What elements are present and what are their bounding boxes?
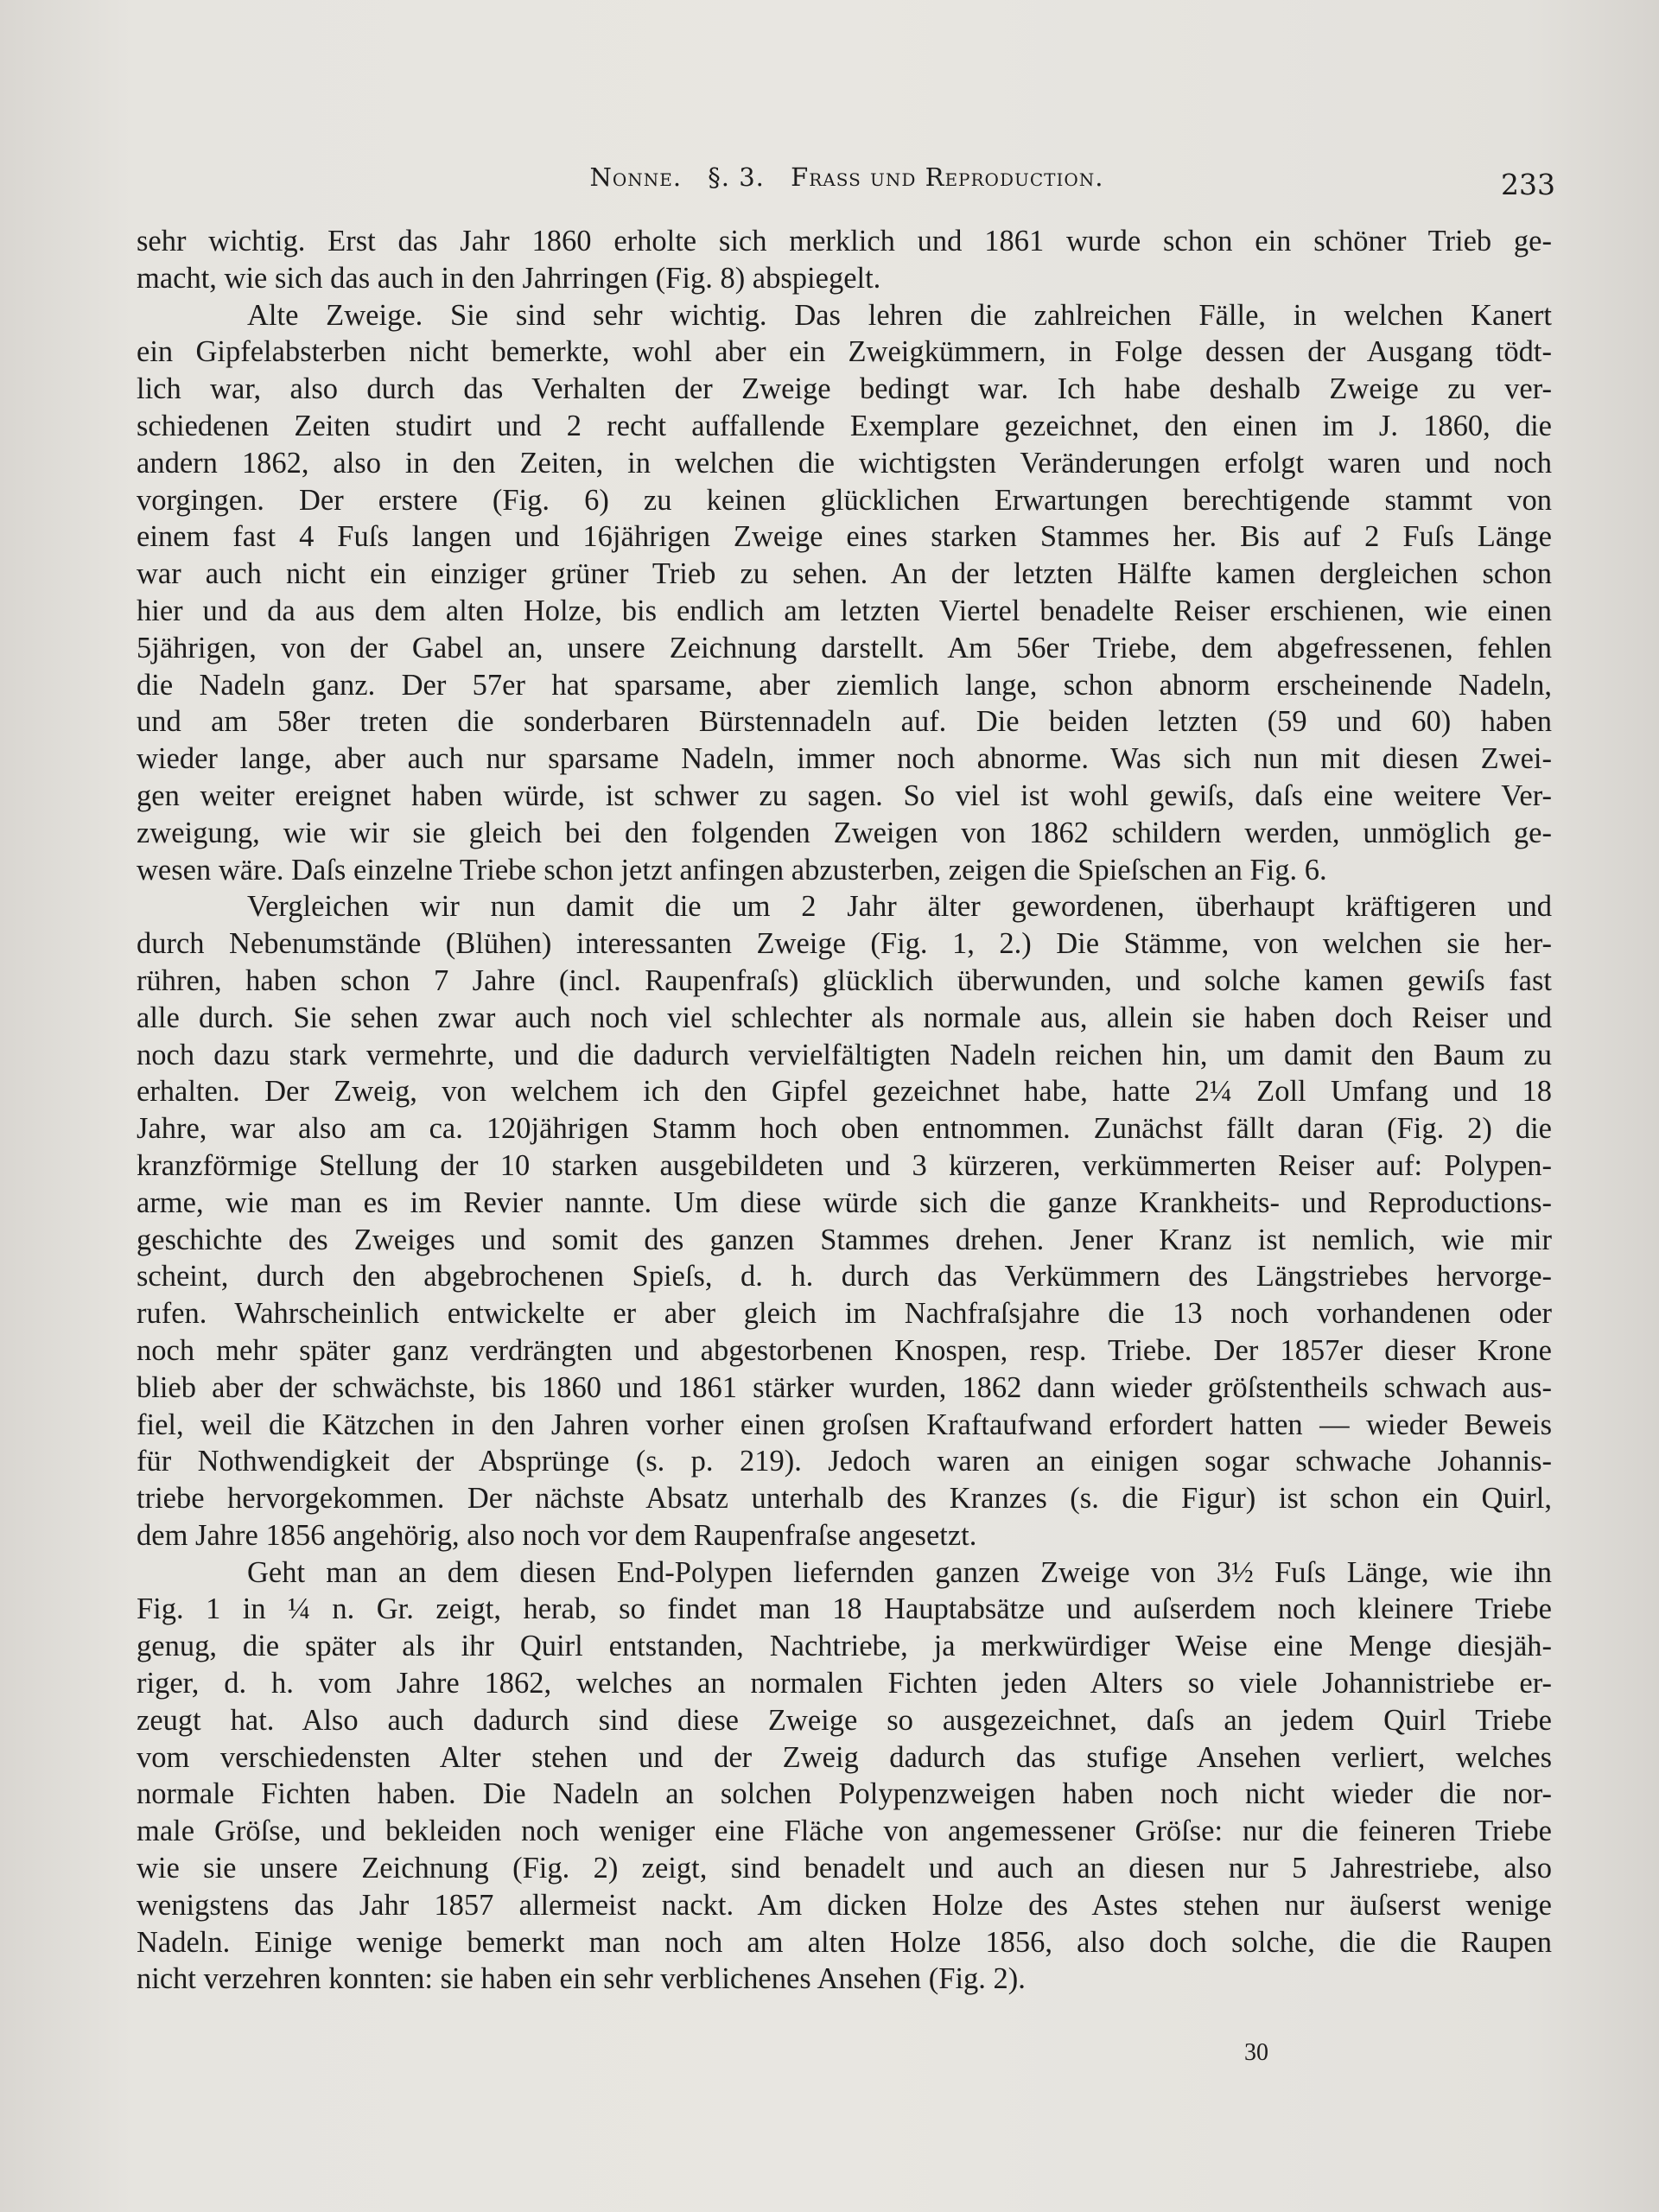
text-line: alle durch. Sie sehen zwar auch noch viel schlechter als normale aus, allein sie haben doch Reiser und — [137, 1001, 1552, 1034]
text-line: kranzförmige Stellung der 10 starken ausgebildeten und 3 kürzeren, verkümmerten Reiser auf: Polypen- — [137, 1148, 1552, 1182]
text-line: male Gröſse, und bekleiden noch weniger eine Fläche von angemessener Gröſse: nur die feineren Triebe — [137, 1815, 1552, 1848]
text-line: war auch nicht ein einziger grüner Trieb zu sehen. An der letzten Hälfte kamen dergleichen schon — [137, 557, 1552, 591]
text-line: macht, wie sich das auch in den Jahrringen (Fig. 8) abspiegelt. — [137, 261, 881, 295]
text-line: genug, die später als ihr Quirl entstanden, Nachtriebe, ja merkwürdiger Weise eine Menge diesjäh- — [137, 1630, 1552, 1663]
text-line: wesen wäre. Daſs einzelne Triebe schon jetzt anfingen abzusterben, zeigen die Spieſschen an Fig. 6. — [137, 853, 1327, 887]
paragraph — [137, 888, 1552, 1554]
text-line: die Nadeln ganz. Der 57er hat sparsame, aber ziemlich lange, schon abnorm erscheinende Nadeln, — [137, 668, 1552, 702]
text-line: noch dazu stark vermehrte, und die dadurch vervielfältigten Nadeln reichen hin, um damit den Baum zu — [137, 1038, 1552, 1071]
running-head — [138, 162, 1555, 192]
text-line: Geht man an dem diesen End-Polypen liefernden ganzen Zweige von 3½ Fuſs Länge, wie ihn — [247, 1555, 1552, 1589]
text-line: wenigstens das Jahr 1857 allermeist nackt. Am dicken Holze des Astes stehen nur äuſserst wenige — [137, 1888, 1552, 1922]
text-line: vom verschiedensten Alter stehen und der Zweig dadurch das stufige Ansehen verliert, welches — [137, 1740, 1552, 1774]
text-line: Fig. 1 in ¼ n. Gr. zeigt, herab, so findet man 18 Hauptabsätze und auſserdem noch kleinere Triebe — [137, 1592, 1552, 1626]
text-line: einem fast 4 Fuſs langen und 16jährigen Zweige eines starken Stammes her. Bis auf 2 Fuſs Länge — [137, 520, 1552, 554]
text-line: schiedenen Zeiten studirt und 2 recht auffallende Exemplare gezeichnet, den einen im J. 1860, die — [137, 409, 1552, 442]
text-line: geschichte des Zweiges und somit des ganzen Stammes drehen. Jener Kranz ist nemlich, wie mir — [137, 1223, 1552, 1256]
running-head-section: §. 3. — [708, 162, 765, 192]
text-line: sehr wichtig. Erst das Jahr 1860 erholte sich merklich und 1861 wurde schon ein schöner Trieb ge- — [137, 225, 1552, 257]
text-line: und am 58er treten die sonderbaren Bürstennadeln auf. Die beiden letzten (59 und 60) haben — [137, 705, 1552, 739]
paragraph — [137, 297, 1552, 889]
text-line: andern 1862, also in den Zeiten, in welchen die wichtigsten Veränderungen erfolgt waren und noch — [137, 446, 1552, 480]
text-line: dem Jahre 1856 angehörig, also noch vor dem Raupenfraſse angesetzt. — [137, 1518, 977, 1552]
text-line: rühren, haben schon 7 Jahre (incl. Raupenfraſs) glücklich überwunden, und solche kamen gewiſs fast — [137, 963, 1552, 997]
text-line: riger, d. h. vom Jahre 1862, welches an normalen Fichten jeden Alters so viele Johannistriebe er- — [137, 1667, 1552, 1700]
text-line: fiel, weil die Kätzchen in den Jahren vorher einen groſsen Kraftaufwand erfordert hatten — wieder Beweis — [137, 1408, 1552, 1441]
text-line: rufen. Wahrscheinlich entwickelte er aber gleich im Nachfraſsjahre die 13 noch vorhandenen oder — [137, 1297, 1552, 1331]
text-line: noch mehr später ganz verdrängten und abgestorbenen Knospen, resp. Triebe. Der 1857er dieser Krone — [137, 1333, 1552, 1367]
running-head-author: Nonne. — [589, 162, 683, 192]
text-line: blieb aber der schwächste, bis 1860 und 1861 stärker wurden, 1862 dann wieder gröſstentheils schwach aus- — [137, 1370, 1552, 1404]
text-line: vorgingen. Der erstere (Fig. 6) zu keinen glücklichen Erwartungen berechtigende stammt von — [137, 483, 1552, 517]
paragraph — [137, 223, 1552, 297]
signature-mark: 30 — [1244, 2039, 1268, 2066]
text-line: arme, wie man es im Revier nannte. Um diese würde sich die ganze Krankheits- und Reproductions- — [137, 1185, 1552, 1219]
text-line: Nadeln. Einige wenige bemerkt man noch am alten Holze 1856, also doch solche, die die Raupen — [137, 1925, 1552, 1959]
running-head-title: Frass und Reproduction. — [791, 162, 1104, 192]
text-line: scheint, durch den abgebrochenen Spieſs, d. h. durch das Verkümmern des Längstriebes hervorge- — [137, 1260, 1552, 1294]
text-line: wieder lange, aber auch nur sparsame Nadeln, immer noch abnorme. Was sich nun mit diesen Zwei- — [137, 742, 1552, 776]
text-line: Vergleichen wir nun damit die um 2 Jahr älter gewordenen, überhaupt kräftigeren und — [247, 890, 1552, 924]
text-line: normale Fichten haben. Die Nadeln an solchen Polypenzweigen haben noch nicht wieder die nor- — [137, 1777, 1552, 1811]
text-line: durch Nebenumstände (Blühen) interessanten Zweige (Fig. 1, 2.) Die Stämme, von welchen sie her- — [137, 927, 1552, 961]
text-line: 5jährigen, von der Gabel an, unsere Zeichnung darstellt. Am 56er Triebe, dem abgefressenen, fehlen — [137, 631, 1552, 664]
text-line: ein Gipfelabsterben nicht bemerkte, wohl aber ein Zweigkümmern, in Folge dessen der Ausgang tödt- — [137, 335, 1552, 369]
text-line: für Nothwendigkeit der Absprünge (s. p. 219). Jedoch waren an einigen sogar schwache Johannis- — [137, 1445, 1552, 1478]
text-line: lich war, also durch das Verhalten der Zweige bedingt war. Ich habe deshalb Zweige zu ver- — [137, 372, 1552, 406]
paragraph — [137, 1554, 1552, 1999]
body-text — [137, 223, 1552, 1998]
text-line: nicht verzehren konnten: sie haben ein sehr verblichenes Ansehen (Fig. 2). — [137, 1962, 1026, 1996]
page-number: 233 — [1501, 168, 1555, 201]
text-line: zweigung, wie wir sie gleich bei den folgenden Zweigen von 1862 schildern werden, unmöglich ge- — [137, 816, 1552, 849]
page-header — [138, 162, 1555, 206]
text-line: erhalten. Der Zweig, von welchem ich den Gipfel gezeichnet habe, hatte 2¼ Zoll Umfang und 18 — [137, 1075, 1552, 1109]
text-line: triebe hervorgekommen. Der nächste Absatz unterhalb des Kranzes (s. die Figur) ist schon ein Quirl, — [137, 1482, 1552, 1516]
text-line: hier und da aus dem alten Holze, bis endlich am letzten Viertel benadelte Reiser erschienen, wie einen — [137, 594, 1552, 627]
text-line: Alte Zweige. Sie sind sehr wichtig. Das lehren die zahlreichen Fälle, in welchen Kanert — [247, 298, 1552, 332]
text-line: Jahre, war also am ca. 120jährigen Stamm hoch oben entnommen. Zunächst fällt daran (Fig. 2) die — [137, 1112, 1552, 1146]
text-line: wie sie unsere Zeichnung (Fig. 2) zeigt, sind benadelt und auch an diesen nur 5 Jahrestriebe, also — [137, 1852, 1552, 1885]
text-line: zeugt hat. Also auch dadurch sind diese Zweige so ausgezeichnet, daſs an jedem Quirl Triebe — [137, 1703, 1552, 1737]
text-line: gen weiter ereignet haben würde, ist schwer zu sagen. So viel ist wohl gewiſs, daſs eine weitere Ver- — [137, 779, 1552, 812]
